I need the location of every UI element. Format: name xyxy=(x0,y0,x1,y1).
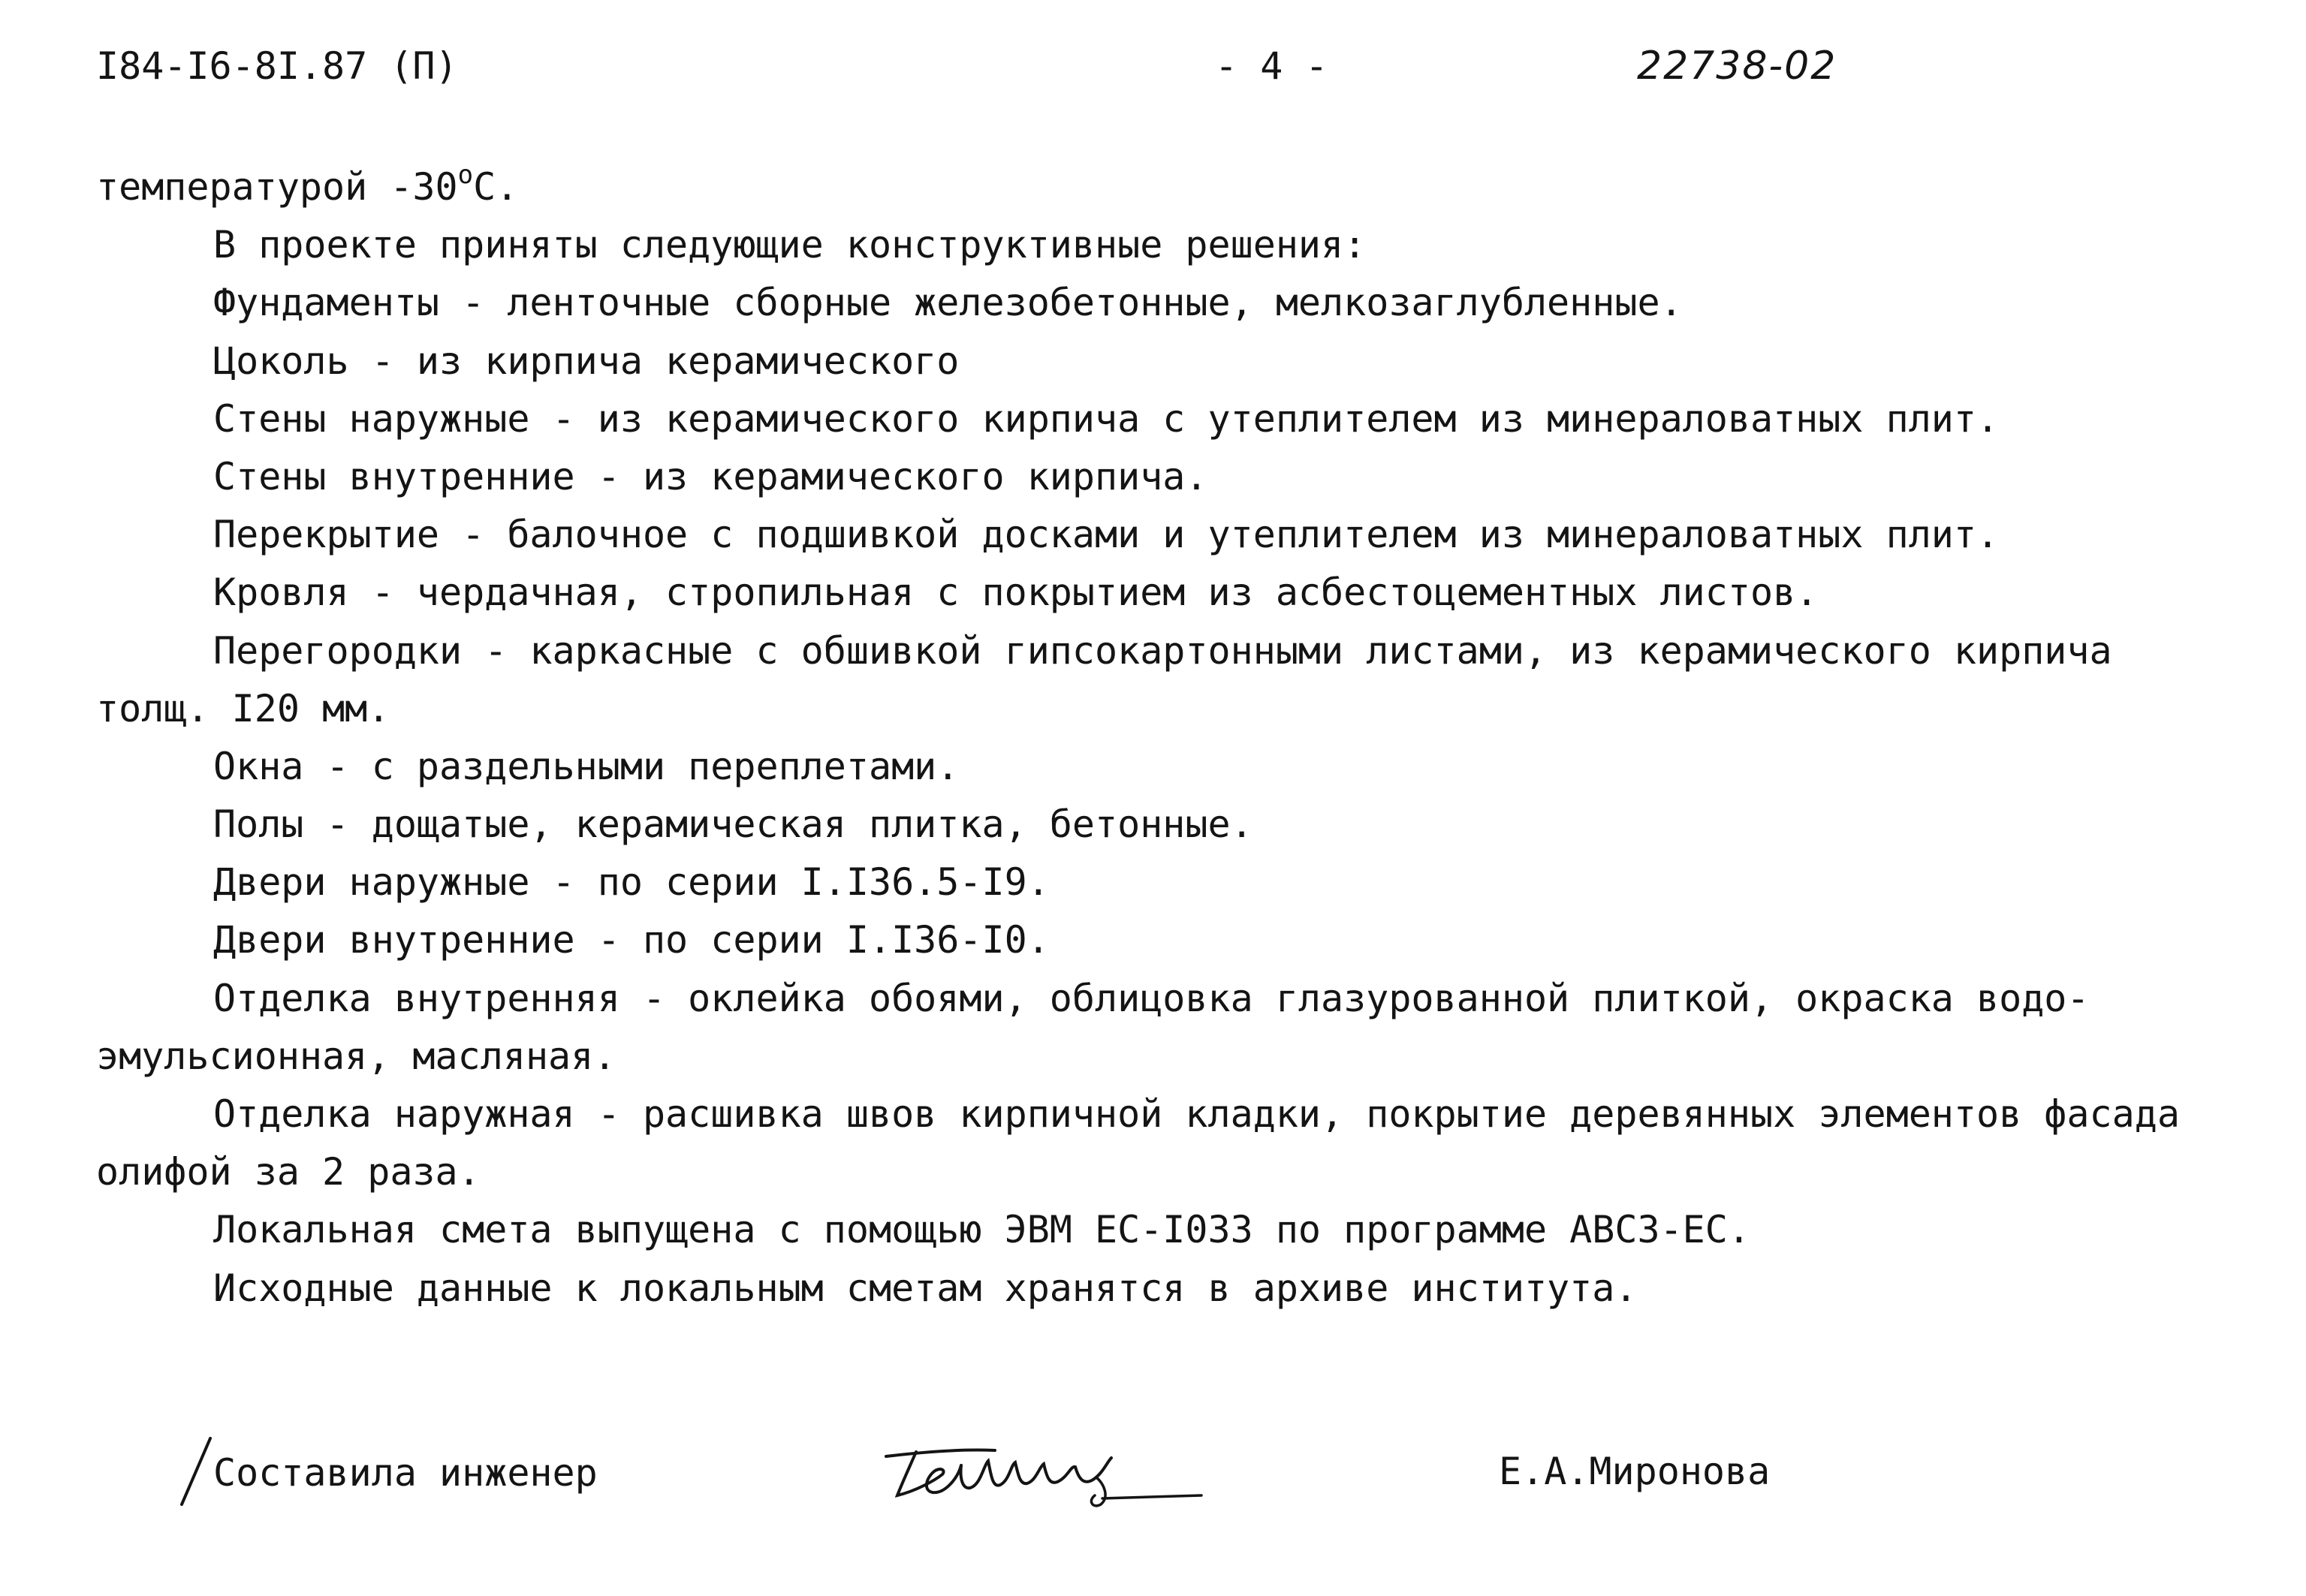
document-code: I84-I6-8I.87 (П) xyxy=(96,44,458,88)
text-line-foundations: Фундаменты - ленточные сборные железобетонные, мелкозаглубленные. xyxy=(213,281,1683,325)
text-line-archive: Исходные данные к локальным сметам хранятся в архиве института. xyxy=(213,1266,1638,1310)
text-line-plinth: Цоколь - из кирпича керамического xyxy=(213,339,960,383)
text-line-intro: В проекте приняты следующие конструктивные решения: xyxy=(213,223,1367,267)
text-line-floors-structure: Перекрытие - балочное с подшивкой досками и утеплителем из минераловатных плит. xyxy=(213,513,2000,557)
signature-block xyxy=(0,1435,2306,1510)
text-line-windows: Окна - с раздельными переплетами. xyxy=(213,744,960,788)
text-line-outer-finish: Отделка наружная - расшивка швов кирпичной кладки, покрытие деревянных элементов фасада xyxy=(213,1092,2180,1136)
text-line-floors: Полы - дощатые, керамическая плитка, бетонные. xyxy=(213,803,1253,847)
degree-sign: о xyxy=(457,160,474,190)
text-line-partitions-cont: толщ. I20 мм. xyxy=(96,686,390,730)
text-line-roof: Кровля - чердачная, стропильная с покрытием из асбестоцементных листов. xyxy=(213,571,1819,615)
signer-name: Е.А.Миронова xyxy=(1499,1450,1771,1493)
role-label: Составила инженер xyxy=(213,1451,598,1495)
body-text xyxy=(96,158,2259,1317)
text-line-estimate: Локальная смета выпущена с помощью ЭВМ ЕС-I033 по программе АВС3-ЕС. xyxy=(213,1208,1750,1252)
text-line-partitions: Перегородки - каркасные с обшивкой гипсокартонными листами, из керамического кирпича xyxy=(213,628,2112,673)
signature-icon xyxy=(871,1435,1224,1510)
text-line-inner-doors: Двери внутренние - по серии I.I36-I0. xyxy=(213,918,1050,962)
text-line-outer-walls: Стены наружные - из керамического кирпича с утеплителем из минераловатных плит. xyxy=(213,396,2000,441)
text-line-outer-finish-cont: олифой за 2 раза. xyxy=(96,1150,481,1194)
archive-number: 22738-02 xyxy=(1637,44,1837,89)
text-line-0-unit: С. xyxy=(473,165,519,209)
page-number: - 4 - xyxy=(1215,44,1328,88)
text-line-outer-doors: Двери наружные - по серии I.I36.5-I9. xyxy=(213,860,1050,905)
text-line-0 xyxy=(96,158,2259,216)
text-line-inner-finish-cont: эмульсионная, масляная. xyxy=(96,1034,616,1078)
text-line-inner-walls: Стены внутренние - из керамического кирпича. xyxy=(213,454,1208,498)
text-line-inner-finish: Отделка внутренняя - оклейка обоями, облицовка глазурованной плиткой, окраска водо- xyxy=(213,976,2090,1020)
text-line-0-main: температурой -30 xyxy=(96,165,458,209)
slash-mark xyxy=(177,1435,215,1507)
